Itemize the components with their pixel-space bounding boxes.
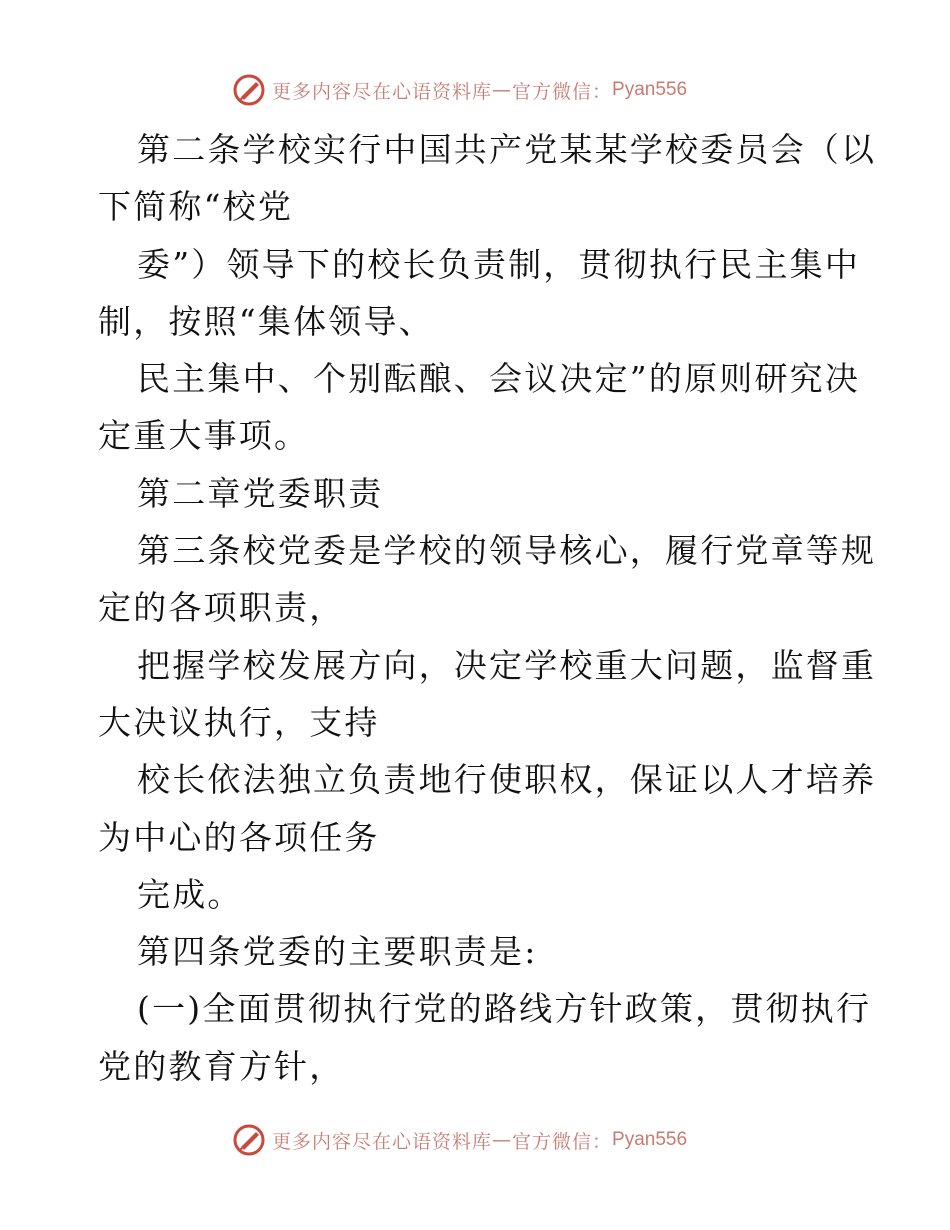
text-line: 大决议执行，支持 bbox=[98, 702, 380, 742]
text-line: 委”）领导下的校长负责制，贯彻执行民主集中 bbox=[137, 244, 861, 284]
text-line: 校长依法独立负责地行使职权，保证以人才培养 bbox=[137, 760, 877, 800]
watermark-footer bbox=[232, 1122, 687, 1158]
watermark-brand: 更多内容尽在心语资料库 bbox=[272, 1130, 493, 1153]
text-line: 制，按照“集体领导、 bbox=[98, 301, 434, 341]
watermark-wechat-label: 官方微信： bbox=[512, 80, 613, 103]
text-line: 第三条校党委是学校的领导核心，履行党章等规 bbox=[137, 531, 877, 571]
watermark-wechat-id: Pyan556 bbox=[612, 79, 688, 100]
watermark-wechat-label: 官方微信： bbox=[512, 1130, 613, 1153]
watermark-dash: — bbox=[492, 79, 513, 101]
text-line: 民主集中、个别酝酿、会议决定”的原则研究决 bbox=[137, 359, 861, 399]
document-body bbox=[98, 121, 877, 1095]
watermark-wechat-id: Pyan556 bbox=[612, 1129, 688, 1150]
chapter-heading: 第二章党委职责 bbox=[137, 473, 384, 513]
watermark-dash: — bbox=[492, 1129, 513, 1151]
quill-logo-icon bbox=[232, 1123, 266, 1157]
watermark-brand: 更多内容尽在心语资料库 bbox=[272, 80, 493, 103]
text-line: 为中心的各项任务 bbox=[98, 817, 380, 857]
text-line: 定重大事项。 bbox=[98, 416, 310, 456]
watermark-header bbox=[232, 72, 687, 108]
text-line: 下简称“校党 bbox=[98, 187, 294, 227]
quill-logo-icon bbox=[232, 73, 266, 107]
text-line: 党的教育方针， bbox=[98, 1046, 345, 1086]
text-line: 定的各项职责， bbox=[98, 588, 345, 628]
text-line: 把握学校发展方向，决定学校重大问题，监督重 bbox=[137, 645, 877, 685]
text-line: (一)全面贯彻执行党的路线方针政策，贯彻执行 bbox=[137, 989, 872, 1029]
text-line: 第二条学校实行中国共产党某某学校委员会（以 bbox=[137, 130, 877, 169]
text-line: 第四条党委的主要职责是: bbox=[137, 932, 538, 972]
text-line: 完成。 bbox=[137, 874, 243, 914]
